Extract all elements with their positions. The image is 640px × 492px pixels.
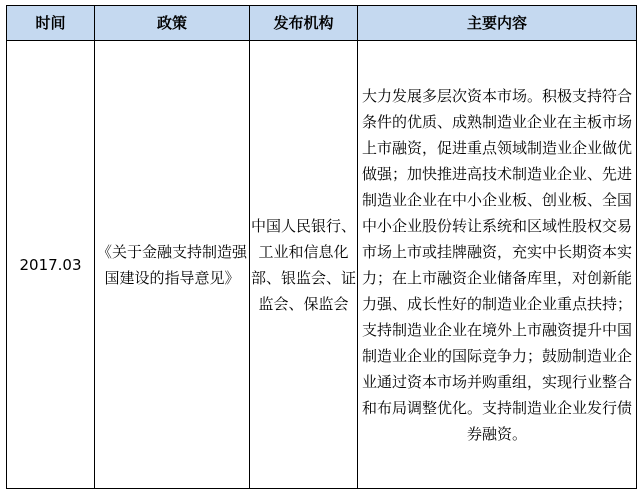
policy-table — [6, 5, 637, 489]
header-date: 时间 — [7, 6, 95, 41]
header-content: 主要内容 — [358, 6, 637, 41]
cell-policy: 《关于金融支持制造强国建设的指导意见》 — [95, 41, 250, 489]
cell-org: 中国人民银行、工业和信息化部、银监会、证监会、保监会 — [250, 41, 358, 489]
cell-content: 大力发展多层次资本市场。积极支持符合条件的优质、成熟制造业企业在主板市场上市融资，促进重点领域制造业企业做优做强；加快推进高技术制造业企业、先进制造业企业在中小企业板、创业板、全国中小企业股份转让系统和区域性股权交易市场上市或挂牌融资，充实中长期资本实力；在上市融资企业储备库里，对创新能力强、成长性好的制造业企业重点扶持；支持制造业企业在境外上市融资提升中国制造业企业的国际竞争力；鼓励制造业企业通过资本市场并购重组，实现行业整合和布局调整优化。支持制造业企业发行债券融资。 — [358, 41, 637, 489]
table-row — [7, 41, 637, 489]
cell-date: 2017.03 — [7, 41, 95, 489]
header-policy: 政策 — [95, 6, 250, 41]
header-row — [7, 6, 637, 41]
header-org: 发布机构 — [250, 6, 358, 41]
